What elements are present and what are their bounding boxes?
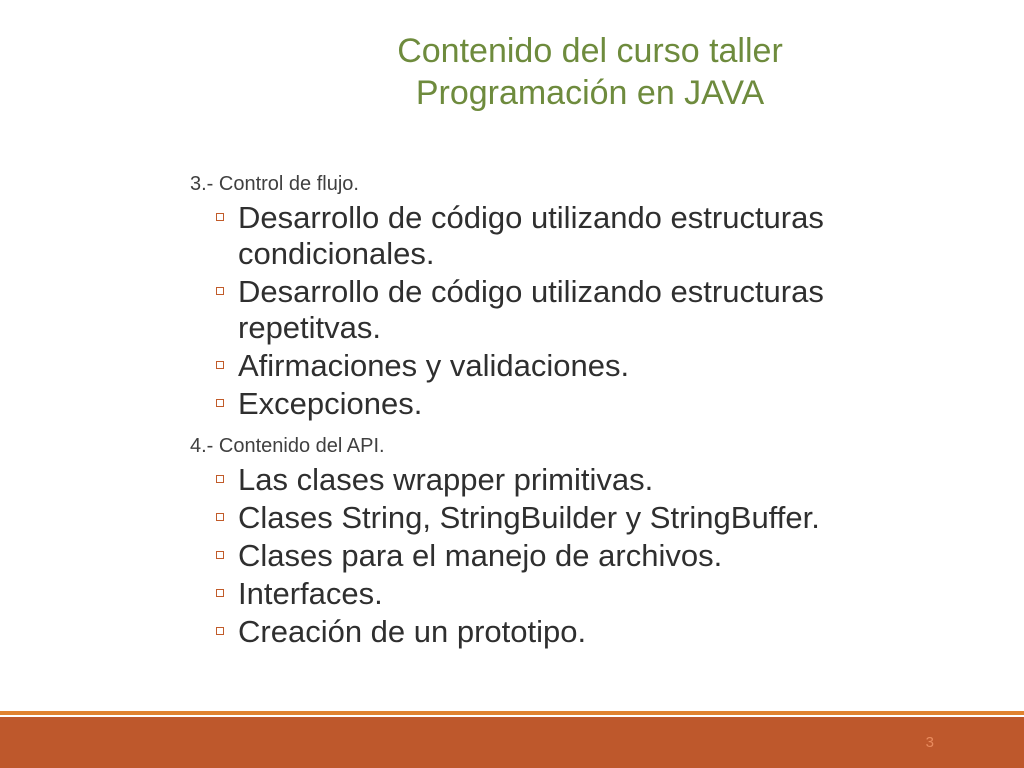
list-item-text: Desarrollo de código utilizando estructuras condicionales.	[238, 200, 824, 271]
list-item-text: Desarrollo de código utilizando estructuras repetitvas.	[238, 274, 824, 345]
list-item	[190, 576, 910, 612]
section-heading: 3.- Control de flujo.	[190, 173, 359, 195]
list-item-text: Clases String, StringBuilder y StringBuffer.	[238, 500, 820, 535]
list-item	[190, 386, 910, 422]
page-number: 3	[925, 734, 934, 751]
section-contenido-del-api	[190, 432, 910, 650]
hollow-square-bullet-icon	[216, 213, 224, 221]
hollow-square-bullet-icon	[216, 399, 224, 407]
list-item	[190, 348, 910, 384]
list-item-text: Las clases wrapper primitivas.	[238, 462, 654, 497]
list-item-text: Afirmaciones y validaciones.	[238, 348, 630, 383]
hollow-square-bullet-icon	[216, 551, 224, 559]
hollow-square-bullet-icon	[216, 287, 224, 295]
list-item	[190, 274, 910, 346]
slide-title-line-2: Programación en JAVA	[415, 74, 765, 112]
list-item-text: Excepciones.	[238, 386, 423, 421]
section-control-de-flujo	[190, 170, 910, 422]
list-item	[190, 614, 910, 650]
list-item-text: Creación de un prototipo.	[238, 614, 587, 649]
list-item	[190, 462, 910, 498]
slide-title-line-1: Contenido del curso taller	[397, 32, 783, 70]
footer-accent-line	[0, 711, 1024, 715]
list-item-text: Clases para el manejo de archivos.	[238, 538, 723, 573]
hollow-square-bullet-icon	[216, 513, 224, 521]
slide-title	[330, 30, 850, 114]
list-item	[190, 538, 910, 574]
bullet-list	[190, 462, 910, 650]
footer-bar	[0, 717, 1024, 768]
slide-content	[190, 170, 910, 652]
bullet-list	[190, 200, 910, 422]
hollow-square-bullet-icon	[216, 361, 224, 369]
hollow-square-bullet-icon	[216, 627, 224, 635]
list-item	[190, 200, 910, 272]
list-item-text: Interfaces.	[238, 576, 383, 611]
list-item	[190, 500, 910, 536]
hollow-square-bullet-icon	[216, 589, 224, 597]
section-heading: 4.- Contenido del API.	[190, 435, 385, 457]
hollow-square-bullet-icon	[216, 475, 224, 483]
